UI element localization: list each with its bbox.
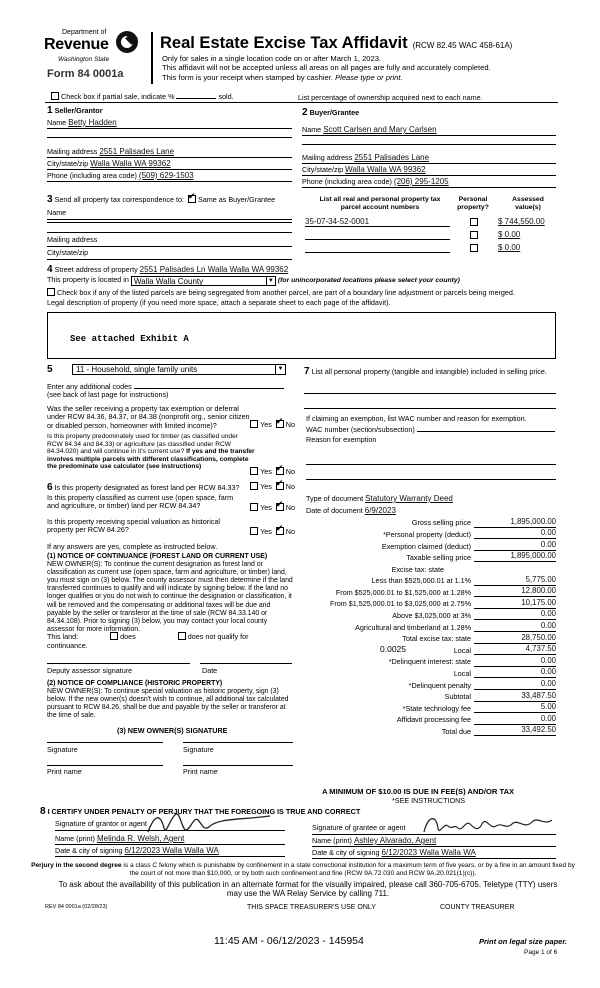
parcel-row <box>305 217 557 229</box>
print-name-label: Print name <box>47 767 82 776</box>
exemption-yes-checkbox[interactable] <box>250 420 258 428</box>
grantee-date-field[interactable]: 6/12/2023 Walla Walla WA <box>381 848 476 857</box>
form-title-row <box>160 34 512 53</box>
signature-label: Signature <box>183 745 214 754</box>
fee-label: Taxable selling price <box>406 553 471 563</box>
additional-codes-note: (see back of last page for instructions) <box>47 390 169 400</box>
parcel-row <box>305 230 557 242</box>
buyer-mailing-label: Mailing address <box>302 153 353 162</box>
section7-label-row <box>304 366 556 378</box>
historic-no-checkbox[interactable] <box>276 527 284 535</box>
fee-label: Gross selling price <box>411 518 471 528</box>
section7-number: 7 <box>304 366 310 377</box>
forest-question <box>47 482 295 494</box>
fee-value[interactable]: 0.00 <box>474 668 556 678</box>
timber-yes-checkbox[interactable] <box>250 467 258 475</box>
parcel-header: List all real and personal property tax parcel account numbers <box>319 196 441 211</box>
perjury-notice <box>30 862 576 877</box>
doc-type-row <box>306 494 556 503</box>
seller-section-number: 1 <box>47 105 53 116</box>
assessed-value-field[interactable]: $ 0.00 <box>498 243 521 252</box>
timber-question <box>47 433 295 476</box>
seller-city-field[interactable]: Walla Walla WA 99362 <box>90 159 171 168</box>
assessed-value-field[interactable]: $ 0.00 <box>498 230 521 239</box>
same-as-buyer-checkbox[interactable] <box>188 195 196 203</box>
header-note-1: Only for sales in a single location code on or after March 1, 2023. <box>162 54 382 63</box>
fee-value[interactable]: 0.00 <box>474 622 556 632</box>
grantee-name-row <box>312 836 556 847</box>
buyer-phone-field[interactable]: (206) 295-1205 <box>393 177 449 186</box>
forest-question-text: Is this property designated as forest land per RCW 84.33? <box>54 483 240 492</box>
seller-phone-label: Phone (including area code) <box>47 171 137 180</box>
recording-stamp: 11:45 AM - 06/12/2023 - 145954 <box>214 935 364 947</box>
yes-label: Yes <box>260 503 272 512</box>
yes-label: Yes <box>260 482 272 491</box>
located-note: (for unincorporated locations please select your county) <box>277 277 460 284</box>
seller-heading-label: Seller/Grantor <box>54 106 103 115</box>
fee-row <box>300 644 556 656</box>
yes-label: Yes <box>260 527 272 536</box>
seller-name-row <box>47 118 292 129</box>
exemption-label: If claiming an exemption, list WAC number and reason for exemption. <box>306 414 527 423</box>
seller-mailing-label: Mailing address <box>47 147 98 156</box>
legal-description-text: See attached Exhibit A <box>70 334 189 344</box>
assessed-value-header: Assessed value(s) <box>512 196 544 211</box>
fee-label: *Personal property (deduct) <box>383 529 471 539</box>
fee-label: Exemption claimed (deduct) <box>381 541 471 551</box>
legal-description-label: Legal description of property (if you need more space, attach a separate sheet to each page of the affidavit). <box>47 298 391 307</box>
perjury-bold: Perjury in the second degree <box>31 862 122 869</box>
seller-blank-line <box>47 137 292 138</box>
parcel-number-field[interactable] <box>305 243 450 253</box>
wac-row <box>306 426 555 434</box>
reason-line[interactable] <box>306 464 556 465</box>
exemption-question-text: Was the seller receiving a property tax exemption or deferral under RCW 84.36, 84.37, or 84.38 (nonprofit org., senior citizen or disabled person, homeowner with limited income)? <box>47 404 250 430</box>
buyer-mailing-row <box>302 153 556 164</box>
fee-row <box>300 690 556 702</box>
fee-label: Subtotal <box>444 692 471 702</box>
timber-question-bold: If yes and the transfer involves multiple parcels with different classifications, complete the predominate use calculator (see instructions) <box>47 448 255 471</box>
ownership-note: List percentage of ownership acquired next to each name. <box>298 93 483 102</box>
new-owner-signature-title: (3) NEW OWNER(S) SIGNATURE <box>117 726 228 735</box>
buyer-heading <box>302 107 359 119</box>
fee-row <box>300 562 556 574</box>
current-use-no-checkbox[interactable] <box>276 503 284 511</box>
section3-row <box>47 194 275 206</box>
grantee-signature-label: Signature of grantee or agent <box>312 823 406 832</box>
no-label: No <box>285 503 295 512</box>
parcel-number-field[interactable] <box>305 230 450 240</box>
fee-label: From $1,525,000.01 to $3,025,000 at 2.75% <box>329 599 471 609</box>
partial-sale-percent-field[interactable] <box>176 98 216 99</box>
fee-table <box>300 516 556 736</box>
header-note-3-italic: Please type or print. <box>335 72 403 82</box>
page-number: Page 1 of 6 <box>524 949 558 956</box>
buyer-mailing-field[interactable]: 2551 Palisades Lane <box>354 153 430 162</box>
seller-mailing-row <box>47 147 292 158</box>
fee-label: Above $3,025,000 at 3% <box>392 611 471 621</box>
does-label: does <box>120 632 136 641</box>
fee-label: *State technology fee <box>402 703 471 713</box>
grantor-date-label: Date & city of signing <box>55 846 123 855</box>
fee-row <box>300 539 556 551</box>
no-label: No <box>285 467 295 476</box>
legal-size-note: Print on legal size paper. <box>479 937 567 946</box>
seller-name-field[interactable]: Betty Hadden <box>68 118 117 127</box>
county-select[interactable] <box>131 276 276 286</box>
fee-label: From $525,000.01 to $1,525,000 at 1.28% <box>335 587 471 597</box>
wac-field[interactable] <box>417 431 555 432</box>
buyer-blank-line <box>302 144 556 145</box>
current-use-question-text: Is this property classified as current use (open space, farm and agriculture, or timber) land per RCW 84.34? <box>47 493 234 511</box>
fee-row <box>300 609 556 621</box>
owner-print-line-1[interactable] <box>47 765 163 766</box>
current-use-question <box>47 494 295 511</box>
fee-row <box>300 528 556 540</box>
section3-label: Send all property tax correspondence to: <box>54 195 185 204</box>
additional-codes-row <box>47 383 292 400</box>
fee-label: *Delinquent interest: state <box>388 657 471 667</box>
parcel-number-field[interactable]: 35-07-34-52-0001 <box>305 217 450 227</box>
header-note-3: This form is your receipt when stamped by cashier. <box>162 72 333 82</box>
fee-label: Less than $525,000.01 at 1.1% <box>371 576 471 586</box>
reason-line[interactable] <box>306 479 556 480</box>
dept-line1: Department of <box>62 29 107 36</box>
no-label: No <box>285 420 295 429</box>
form-number: Form 84 0001a <box>47 68 124 80</box>
fee-row <box>300 516 556 528</box>
partial-sale-checkbox[interactable] <box>51 92 59 100</box>
yes-label: Yes <box>260 420 272 429</box>
owner-signature-line-1[interactable] <box>47 742 163 743</box>
section3-number: 3 <box>47 194 53 205</box>
buyer-name-field[interactable]: Scott Carlsen and Mary Carlsen <box>323 125 437 134</box>
logo-emblem <box>116 31 138 53</box>
fee-value[interactable]: 33,487.50 <box>474 692 556 702</box>
treasurer-use-label: THIS SPACE TREASURER'S USE ONLY <box>247 904 376 911</box>
minimum-due-note: A MINIMUM OF $10.00 IS DUE IN FEE(S) AND/OR TAX <box>322 787 515 796</box>
buyer-section-number: 2 <box>302 107 308 118</box>
timber-no-checkbox[interactable] <box>276 467 284 475</box>
historic-question <box>47 518 295 535</box>
alternate-format-note: To ask about the availability of this publication in an alternate format for the visually impaired, please call 360-705-6705. Teletype (TTY) users may use the WA Relay Service by calling 711. <box>58 880 558 898</box>
no-label: No <box>285 482 295 491</box>
notice-continuance-text: NEW OWNER(S): To continue the current designation as forest land or classification as current use (open space, farm and agriculture, or timber) land, you must sign on (3) below. The county assessor must then determine if the land transferred continues to qualify and will indicate by signing below. If the land no longer qualifies or you do not wish to continue the designation or classification, it will be removed and the compensating or additional taxes will be due and payable by the seller or transferor at the time of sale (RCW 84.33.140 or 84.34.108). Prior to signing (3) below, you may contact your local county assessor for more information. <box>47 561 293 633</box>
fee-value[interactable]: 1,895,000.00 <box>474 518 556 528</box>
section8-number: 8 <box>40 806 46 817</box>
section3-city-row <box>47 249 292 260</box>
buyer-city-field[interactable]: Walla Walla WA 99362 <box>345 165 426 174</box>
timber-question-text: Is this property predominately used for timber (as classified under RCW 84.34 and 84.33) or agriculture (as classified under RCW 84.34.020) and will continue in it's current use? <box>47 433 238 456</box>
land-use-select[interactable] <box>72 364 286 375</box>
fee-value[interactable]: 0.00 <box>474 529 556 539</box>
section4-number: 4 <box>47 264 53 275</box>
grantee-date-label: Date & city of signing <box>312 848 380 857</box>
buyer-phone-row <box>302 177 556 188</box>
section3-mailing-label: Mailing address <box>47 235 98 244</box>
buyer-city-row <box>302 165 556 176</box>
doc-date-field[interactable]: 6/9/2023 <box>364 506 396 515</box>
segregation-row <box>47 288 515 297</box>
fee-row <box>300 586 556 598</box>
grantor-name-label: Name (print) <box>55 834 95 843</box>
grantee-name-label: Name (print) <box>312 836 352 845</box>
section5-row <box>47 364 53 376</box>
form-title: Real Estate Excise Tax Affidavit <box>160 34 408 52</box>
revision-label: REV 84 0001a (02/28/23) <box>45 904 108 910</box>
fee-row <box>300 655 556 667</box>
doc-date-row <box>306 506 556 515</box>
yes-label: Yes <box>260 467 272 476</box>
fee-value[interactable]: 0.00 <box>474 610 556 620</box>
assessed-value-field[interactable]: $ 744,550.00 <box>498 217 545 226</box>
grantor-name-field[interactable]: Melinda R. Welsh, Agent <box>96 834 185 843</box>
fee-row <box>300 702 556 714</box>
legal-description-box[interactable] <box>47 312 556 359</box>
section7-label: List all personal property (tangible and intangible) included in selling price. <box>311 367 547 376</box>
fee-label: Excise tax: state <box>391 564 444 574</box>
grantor-name-row <box>55 834 285 845</box>
parcel-row <box>305 243 557 255</box>
section3-blank-line-1 <box>47 222 292 223</box>
reason-label: Reason for exemption <box>306 435 377 444</box>
grantor-date-field[interactable]: 6/12/2023 Walla Walla WA <box>124 846 219 855</box>
grantor-signature-label: Signature of grantor or agent <box>55 819 147 828</box>
does-checkbox[interactable] <box>110 632 118 640</box>
grantee-date-row <box>312 848 556 859</box>
owner-signature-line-2[interactable] <box>183 742 293 743</box>
section3-mailing-row <box>47 236 292 247</box>
section6-number: 6 <box>47 482 53 493</box>
deputy-date-label: Date <box>202 666 218 675</box>
fee-value[interactable]: 0.00 <box>474 541 556 551</box>
local-rate: 0.0025 <box>380 644 406 655</box>
seller-phone-row <box>47 171 292 182</box>
fee-row <box>300 632 556 644</box>
same-as-buyer-label: Same as Buyer/Grantee <box>198 195 276 204</box>
fee-label: Local <box>453 645 471 655</box>
personal-property-checkbox[interactable] <box>470 218 478 226</box>
section3-name-label: Name <box>47 208 67 217</box>
located-row <box>47 276 460 286</box>
fee-label: Affidavit processing fee <box>396 715 471 725</box>
notice-compliance-title: (2) NOTICE OF COMPLIANCE (HISTORIC PROPERTY) <box>47 680 223 687</box>
signature-label: Signature <box>47 745 78 754</box>
fee-value[interactable]: 4,737.50 <box>474 645 556 655</box>
land-use-value: 11 - Household, single family units <box>76 365 198 374</box>
seller-phone-field[interactable]: (509) 629-1503 <box>138 171 194 180</box>
this-land-label: This land: <box>47 632 79 641</box>
notice-compliance-text: NEW OWNER(S): To continue special valuation as historic property, sign (3) below. If the new owner(s) doesn't wish to continue, all additional tax calculated pursuant to RCW 84.26, shall be due and payable by the seller or transferor at the time of sale. <box>47 688 289 720</box>
print-name-label: Print name <box>183 767 218 776</box>
does-not-checkbox[interactable] <box>178 632 186 640</box>
exemption-question <box>47 405 295 430</box>
does-not-label: does not qualify for <box>187 632 249 641</box>
doc-date-label: Date of document <box>306 506 363 515</box>
section3-name-row <box>47 209 292 220</box>
rcw-reference: (RCW 82.45 WAC 458-61A) <box>412 41 513 50</box>
deputy-signature-label: Deputy assessor signature <box>47 666 133 675</box>
notice-continuance-title: (1) NOTICE OF CONTINUANCE (FOREST LAND OR CURRENT USE) <box>47 553 268 560</box>
partial-sale-label: Check box if partial sale, indicate % <box>61 92 175 101</box>
buyer-phone-label: Phone (including area code) <box>302 177 392 186</box>
fee-value[interactable]: 1,895,000.00 <box>474 552 556 562</box>
seller-mailing-field[interactable]: 2551 Palisades Lane <box>99 147 175 156</box>
header-notes <box>162 54 491 82</box>
fee-label: Local <box>453 669 471 679</box>
personal-property-line[interactable] <box>304 393 556 394</box>
doc-type-field[interactable]: Statutory Warranty Deed <box>365 494 453 503</box>
fee-value[interactable]: 0.00 <box>474 657 556 667</box>
section4-street-row <box>47 264 288 276</box>
fee-value[interactable]: 5.00 <box>474 703 556 713</box>
fee-value[interactable]: 0.00 <box>474 715 556 725</box>
fee-row <box>300 551 556 563</box>
county-select-value: Walla Walla County <box>133 277 204 286</box>
certify-statement: I CERTIFY UNDER PENALTY OF PERJURY THAT THE FOREGOING IS TRUE AND CORRECT <box>47 807 361 816</box>
dept-line3: Washington State <box>58 56 110 63</box>
header-note-2: This affidavit will not be accepted unless all areas on all pages are fully and accurately completed. <box>162 63 491 73</box>
fee-label: Agricultural and timberland at 1.28% <box>355 622 471 632</box>
seller-heading <box>47 105 103 117</box>
fee-row <box>300 713 556 725</box>
chevron-down-icon[interactable]: ▼ <box>275 365 285 374</box>
partial-sale-row <box>49 92 234 101</box>
fee-row <box>300 725 556 737</box>
notice-compliance <box>47 680 295 720</box>
current-use-yes-checkbox[interactable] <box>250 503 258 511</box>
fee-value[interactable]: 0.00 <box>474 680 556 690</box>
personal-property-line[interactable] <box>304 408 556 409</box>
wac-label: WAC number (section/subsection) <box>306 425 415 434</box>
deputy-signature-line[interactable] <box>47 663 190 664</box>
buyer-name-row <box>302 125 556 136</box>
personal-property-checkbox[interactable] <box>470 231 478 239</box>
fee-row <box>300 574 556 586</box>
header-divider <box>151 32 153 84</box>
segregation-checkbox[interactable] <box>47 288 55 296</box>
street-address-label: Street address of property <box>54 265 138 274</box>
partial-sale-divider <box>45 102 558 103</box>
fee-value[interactable]: 10,175.00 <box>474 599 556 609</box>
section3-blank-line-2 <box>47 232 292 233</box>
fee-row <box>300 678 556 690</box>
grantor-date-row <box>55 846 285 857</box>
segregation-note: Check box if any of the listed parcels are being segregated from another parcel, are part of a boundary line adjustment or parcels being merged. <box>57 288 515 297</box>
fee-row <box>300 620 556 632</box>
owner-print-line-2[interactable] <box>183 765 293 766</box>
grantee-name-field[interactable]: Ashley Alvarado, Agent <box>353 836 437 845</box>
fee-row <box>300 667 556 679</box>
this-land-row <box>47 632 249 641</box>
seller-city-row <box>47 159 292 170</box>
county-treasurer-label: COUNTY TREASURER <box>440 904 515 911</box>
doc-type-label: Type of document <box>306 494 364 503</box>
fee-value[interactable]: 12,800.00 <box>474 587 556 597</box>
buyer-name-label: Name <box>302 125 322 134</box>
fee-label: *Delinquent penalty <box>408 680 471 690</box>
continuance-label: continuance. <box>47 641 88 650</box>
historic-question-text: Is this property receiving special valuation as historical property per RCW 84.26? <box>47 517 220 535</box>
fee-row <box>300 597 556 609</box>
historic-yes-checkbox[interactable] <box>250 527 258 535</box>
personal-property-header: Personal property? <box>457 196 489 211</box>
dept-logo <box>44 29 146 85</box>
section3-city-label: City/state/zip <box>47 248 89 257</box>
partial-sale-sold-label: sold. <box>218 92 234 101</box>
located-label: This property is located in <box>47 275 129 284</box>
no-label: No <box>285 527 295 536</box>
fee-label: Total due <box>441 727 471 736</box>
fee-value[interactable]: 28,750.00 <box>474 634 556 644</box>
section5-number: 5 <box>47 364 53 375</box>
forest-no-checkbox[interactable] <box>276 482 284 490</box>
notice-continuance <box>47 553 295 634</box>
chevron-down-icon[interactable]: ▼ <box>266 277 275 285</box>
additional-codes-field[interactable] <box>134 388 284 389</box>
dept-line2: Revenue <box>44 36 109 53</box>
see-instructions-note: *SEE INSTRUCTIONS <box>392 796 466 805</box>
seller-name-label: Name <box>47 118 67 127</box>
deputy-date-line[interactable] <box>200 663 292 664</box>
additional-codes-label: Enter any additional codes <box>47 382 132 391</box>
buyer-heading-label: Buyer/Grantee <box>309 108 360 117</box>
fee-label: Total excise tax: state <box>402 634 471 644</box>
seller-city-label: City/state/zip <box>47 159 89 168</box>
fee-value[interactable]: 33,492.50 <box>474 726 556 736</box>
street-address-field[interactable]: 2551 Palisades Ln Walla Walla WA 99362 <box>139 265 289 274</box>
fee-value[interactable]: 5,775.00 <box>474 576 556 586</box>
personal-property-checkbox[interactable] <box>470 244 478 252</box>
perjury-text: is a class C felony which is punishable by confinement in a state correctional institution for a maximum term of five years, or by a fine in an amount fixed by the court of not more than $10,000, or by both such confinement and fine (RCW 9A.72.030 and RCW 9A.20.021(1)(c)). <box>121 862 575 877</box>
forest-yes-checkbox[interactable] <box>250 482 258 490</box>
exemption-no-checkbox[interactable] <box>276 420 284 428</box>
buyer-city-label: City/state/zip <box>302 165 344 174</box>
if-yes-note: If any answers are yes, complete as instructed below. <box>47 542 218 551</box>
